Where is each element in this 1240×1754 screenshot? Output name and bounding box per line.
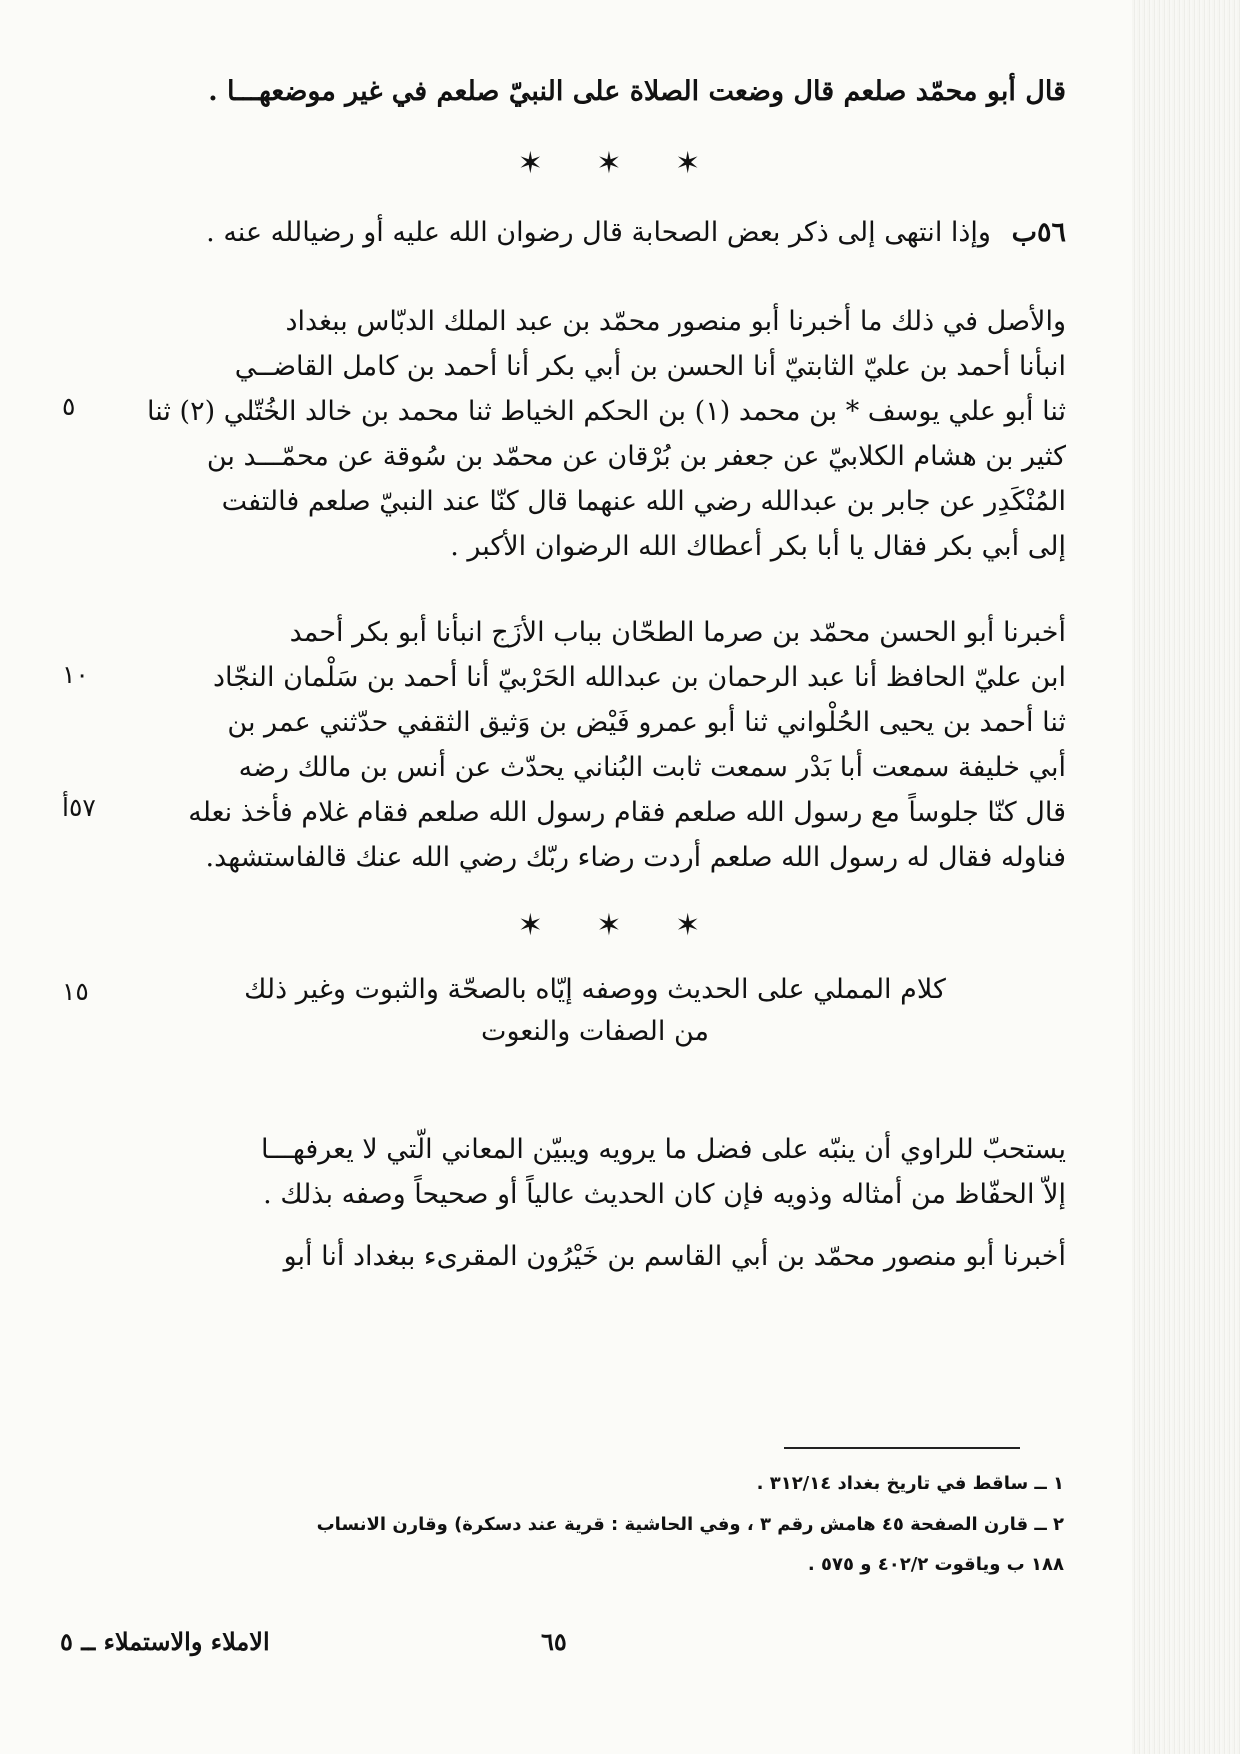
folio-marker-57: ٥٧أ xyxy=(62,793,96,822)
paragraph-two-line: فناوله فقال له رسول الله صلعم أردت رضاء ربّك رضي الله عنك قالفاستشهد. xyxy=(205,842,1066,873)
footnote: ٢ ــ قارن الصفحة ٤٥ هامش رقم ٣ ، وفي الحاشية : قرية عند دسكرة) وقارن الانساب xyxy=(316,1514,1064,1535)
opening-line: قال أبو محمّد صلعم قال وضعت الصلاة على النبيّ صلعم في غير موضعهـــا . xyxy=(208,76,1066,107)
paragraph-one-line: المُنْكَدِر عن جابر بن عبدالله رضي الله عنهما قال كنّا عند النبيّ صلعم فالتفت xyxy=(221,486,1066,517)
footnote: ١ ــ ساقط في تاريخ بغداد ٣١٢/١٤ . xyxy=(756,1473,1064,1494)
paragraph-two-line: أبي خليفة سمعت أبا بَدْر سمعت ثابت البُناني يحدّث عن أنس بن مالك رضه xyxy=(238,752,1066,783)
chapter-heading-line: من الصفات والنعوت xyxy=(481,1016,709,1047)
line-number: ٥ xyxy=(62,392,76,421)
footnote-rule xyxy=(784,1447,1020,1449)
line-number: ١٥ xyxy=(62,977,89,1006)
paragraph-two-line: ابن عليّ الحافظ أنا عبد الرحمان بن عبدالله الحَرْبيّ أنا أحمد بن سَلْمان النجّاد xyxy=(212,662,1066,693)
footnote: ١٨٨ ب وياقوت ٤٠٢/٢ و ٥٧٥ . xyxy=(807,1554,1064,1575)
book-signature: الاملاء والاستملاء ــ ٥ xyxy=(60,1627,270,1656)
chapter-heading-line: كلام المملي على الحديث ووصفه إيّاه بالصحّة والثبوت وغير ذلك xyxy=(244,974,946,1005)
paragraph-one-line: ثنا أبو علي يوسف * بن محمد (١) بن الحكم الخياط ثنا محمد بن خالد الخُتّلي (٢) ثنا xyxy=(147,396,1066,427)
opening-line-block xyxy=(82,70,1066,114)
page-number: ٦٥ xyxy=(541,1627,567,1656)
paragraph-one-line: كثير بن هشام الكلابيّ عن جعفر بن بُرْقان عن محمّد بن سُوقة عن محمّـــد بن xyxy=(206,441,1066,472)
section-ornament: ✶ ✶ ✶ xyxy=(517,908,723,943)
section-56-text xyxy=(82,211,1066,255)
paragraph-four xyxy=(82,1235,1066,1279)
paragraph-two-line: أخبرنا أبو الحسن محمّد بن صرما الطحّان بباب الأزَج انبأنا أبو بكر أحمد xyxy=(289,617,1066,648)
paragraph-three xyxy=(82,1128,1066,1218)
line-number: ١٠ xyxy=(62,660,89,689)
page-edge-texture xyxy=(1132,0,1240,1754)
paragraph-one xyxy=(82,300,1066,570)
paragraph-one-line: والأصل في ذلك ما أخبرنا أبو منصور محمّد بن عبد الملك الدبّاس ببغداد xyxy=(285,306,1066,337)
section-56-body: وإذا انتهى إلى ذكر بعض الصحابة قال رضوان الله عليه أو رضيالله عنه . xyxy=(206,217,991,248)
paragraph-three-line: يستحبّ للراوي أن ينبّه على فضل ما يرويه ويبيّن المعاني الّتي لا يعرفهـــا xyxy=(260,1134,1066,1165)
folio-marker-56: ٥٦ب xyxy=(1011,217,1066,248)
paragraph-one-line: انبأنا أحمد بن عليّ الثابتيّ أنا الحسن بن أبي بكر أنا أحمد بن كامل القاضــي xyxy=(234,351,1066,382)
chapter-heading xyxy=(180,969,1010,1053)
paragraph-three-line: إلاّ الحفّاظ من أمثاله وذويه فإن كان الحديث عالياً أو صحيحاً وصفه بذلك . xyxy=(263,1179,1066,1210)
paragraph-four-line: أخبرنا أبو منصور محمّد بن أبي القاسم بن خَيْرُون المقرىء ببغداد أنا أبو xyxy=(283,1241,1066,1272)
section-ornament: ✶ ✶ ✶ xyxy=(517,146,723,181)
paragraph-two-line: قال كنّا جلوساً مع رسول الله صلعم فقام رسول الله صلعم فقام غلام فأخذ نعله xyxy=(188,797,1066,828)
paragraph-two-line: ثنا أحمد بن يحيى الحُلْواني ثنا أبو عمرو فَيْض بن وَثيق الثقفي حدّثني عمر بن xyxy=(227,707,1066,738)
paragraph-one-line: إلى أبي بكر فقال يا أبا بكر أعطاك الله الرضوان الأكبر . xyxy=(450,531,1066,562)
section-56-line xyxy=(82,211,1066,255)
paragraph-two xyxy=(82,611,1066,881)
